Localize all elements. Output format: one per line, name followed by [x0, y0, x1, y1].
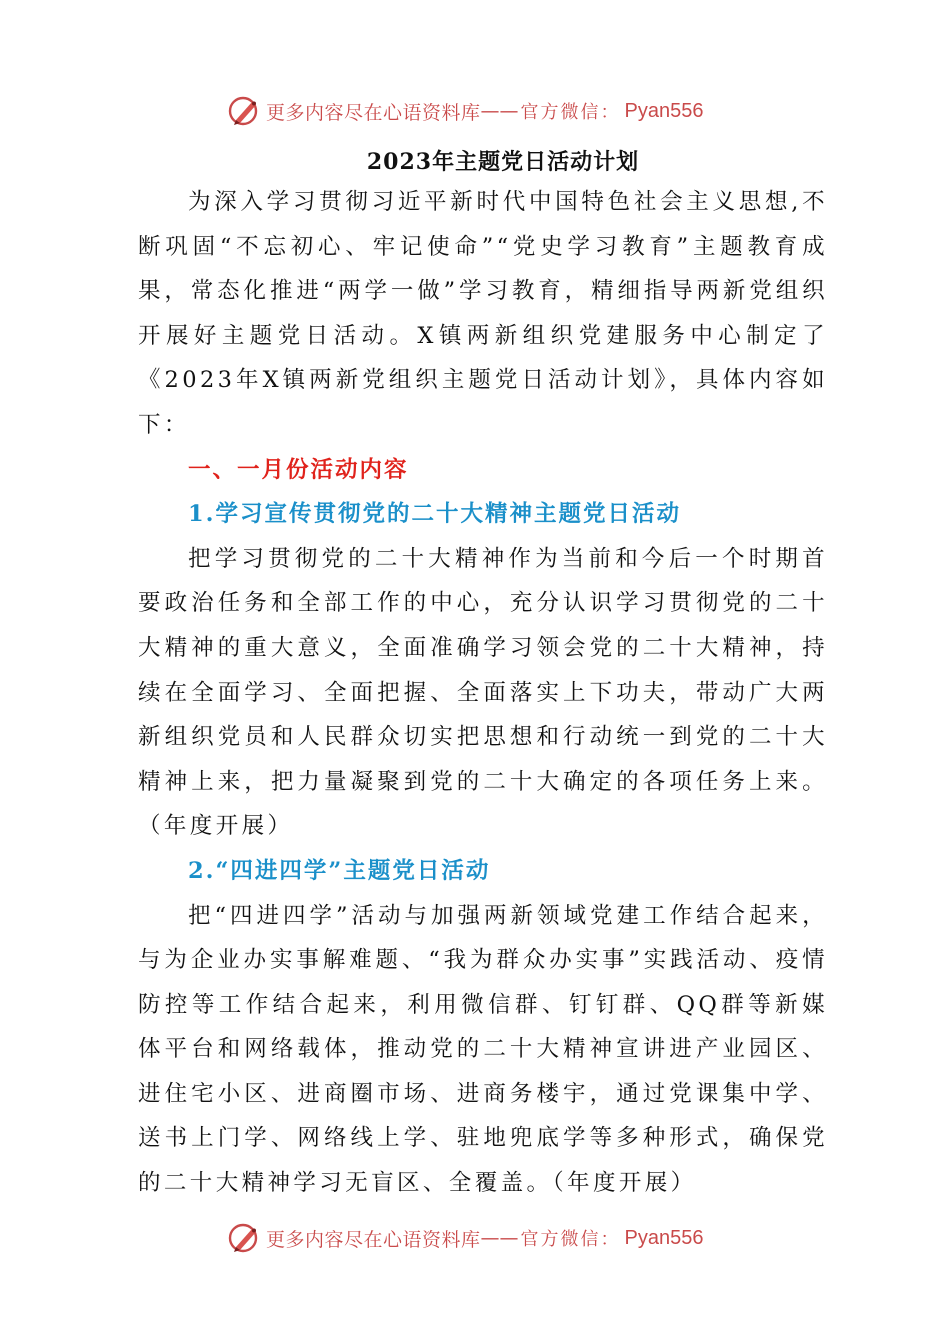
- document-title: 2023年主题党日活动计划: [366, 149, 640, 175]
- pen-logo-icon: [228, 1221, 262, 1255]
- watermark-wechat-label: 官方微信：: [520, 102, 621, 123]
- watermark-banner-top: [228, 93, 703, 129]
- item-heading-1: 1.学习宣传贯彻党的二十大精神主题党日活动: [188, 501, 681, 528]
- document-body: [138, 180, 828, 1206]
- watermark-text: 更多内容尽在心语资料库: [266, 101, 481, 124]
- watermark-wechat-id: Pyan556: [624, 1226, 704, 1249]
- item-body-2: 把“四进四学”活动与加强两新领域党建工作结合起来，与为企业办实事解难题、“我为群众办实事”实践活动、疫情防控等工作结合起来，利用微信群、钉钉群、QQ群等新媒体平台和网络载体，推动党的二十大精神宣讲进产业园区、进住宅小区、进商圈市场、进商务楼宇，通过党课集中学、送书上门学、网络线上学、驻地兜底学等多种形式，确保党的二十大精神学习无盲区、全覆盖。（年度开展）: [138, 902, 828, 1197]
- item-body-1: 把学习贯彻党的二十大精神作为当前和今后一个时期首要政治任务和全部工作的中心，充分认识学习贯彻党的二十大精神的重大意义，全面准确学习领会党的二十大精神，持续在全面学习、全面把握、全面落实上下功夫，带动广大两新组织党员和人民群众切实把思想和行动统一到党的二十大精神上来，把力量凝聚到党的二十大确定的各项任务上来。（年度开展）: [138, 545, 828, 840]
- section-heading-january: 一、一月份活动内容: [188, 456, 409, 483]
- watermark-separator: ——: [480, 1227, 519, 1249]
- watermark-text: 更多内容尽在心语资料库: [266, 1228, 481, 1251]
- pen-logo-icon: [228, 94, 262, 128]
- watermark-banner-bottom: [228, 1220, 703, 1256]
- item-heading-2: 2.“四进四学”主题党日活动: [188, 857, 491, 884]
- watermark-separator: ——: [480, 100, 519, 122]
- intro-paragraph: 为深入学习贯彻习近平新时代中国特色社会主义思想,不断巩固“不忘初心、牢记使命”“党史学习教育”主题教育成果，常态化推进“两学一做”学习教育，精细指导两新党组织开展好主题党日活动。X镇两新组织党建服务中心制定了《2023年X镇两新党组织主题党日活动计划》，具体内容如下：: [138, 189, 828, 438]
- watermark-wechat-id: Pyan556: [624, 99, 704, 122]
- watermark-wechat-label: 官方微信：: [520, 1229, 621, 1250]
